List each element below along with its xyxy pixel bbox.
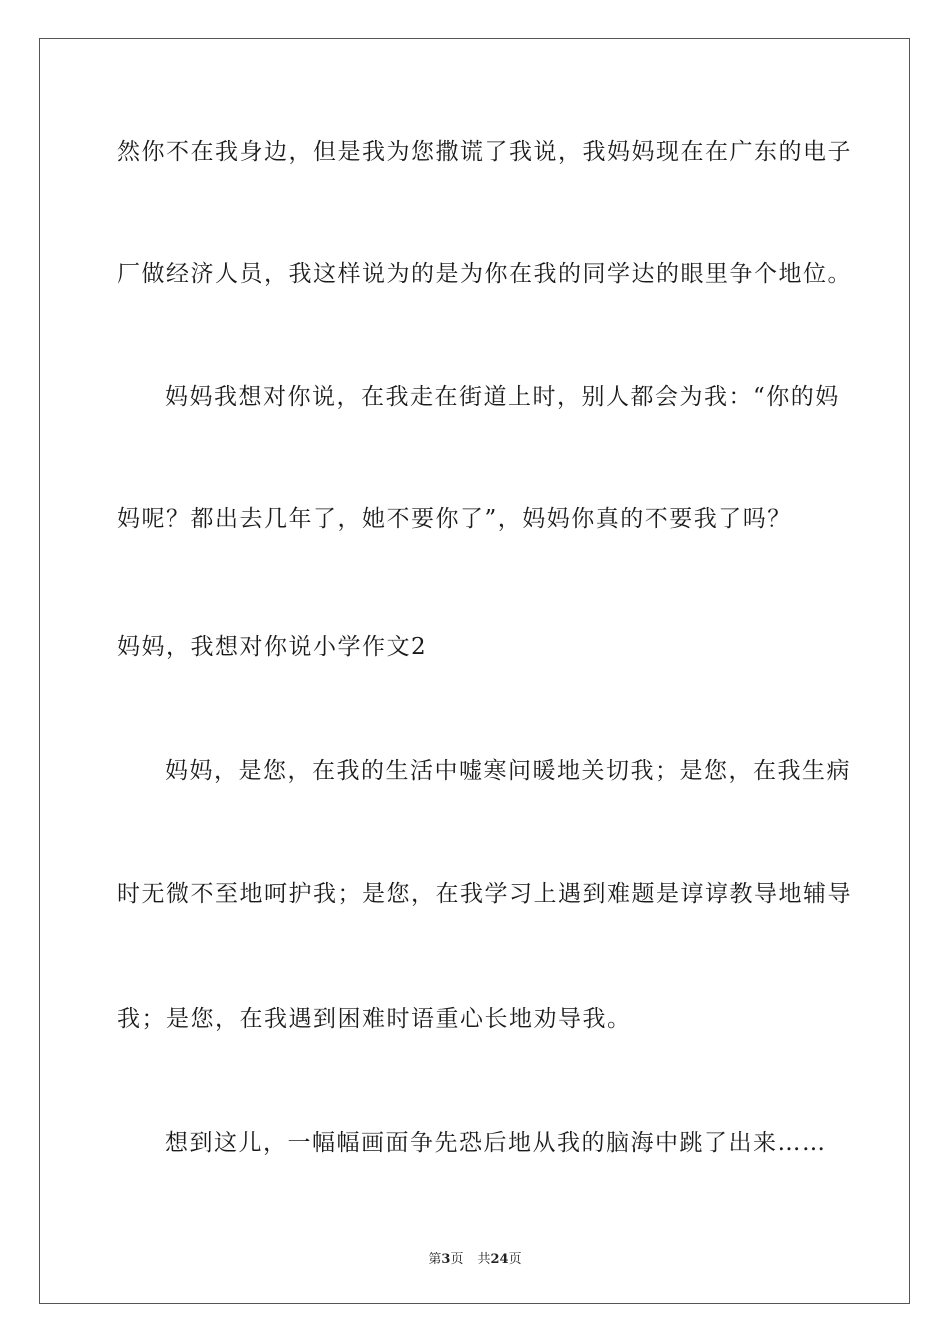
paragraph-line: 我；是您，在我遇到困难时语重心长地劝导我。 xyxy=(117,1006,632,1032)
paragraph-line: 厂做经济人员，我这样说为的是为你在我的同学达的眼里争个地位。 xyxy=(117,261,852,287)
total-pages: 24 xyxy=(490,1252,509,1267)
page-label-prefix: 第 xyxy=(428,1252,442,1267)
paragraph-line: 时无微不至地呵护我；是您，在我学习上遇到难题是谆谆教导地辅导 xyxy=(117,881,852,907)
section-heading: 妈妈，我想对你说小学作文2 xyxy=(117,634,428,660)
paragraph-line: 妈妈我想对你说，在我走在街道上时，别人都会为我：“你的妈 xyxy=(165,384,840,410)
page-border xyxy=(39,38,910,1304)
paragraph-line: 妈妈，是您，在我的生活中嘘寒问暖地关切我；是您，在我生病 xyxy=(165,758,851,784)
paragraph-line: 想到这儿，一幅幅画面争先恐后地从我的脑海中跳了出来…… xyxy=(165,1130,827,1156)
total-label-suffix: 页 xyxy=(508,1252,522,1267)
page-label-suffix: 页 xyxy=(450,1252,464,1267)
page-footer xyxy=(0,1248,950,1267)
paragraph-line: 然你不在我身边，但是我为您撒谎了我说，我妈妈现在在广东的电子 xyxy=(117,139,852,165)
paragraph-line: 妈呢？都出去几年了，她不要你了”，妈妈你真的不要我了吗？ xyxy=(117,506,792,532)
page-number: 3 xyxy=(441,1252,451,1267)
total-label-prefix: 共 xyxy=(477,1252,491,1267)
